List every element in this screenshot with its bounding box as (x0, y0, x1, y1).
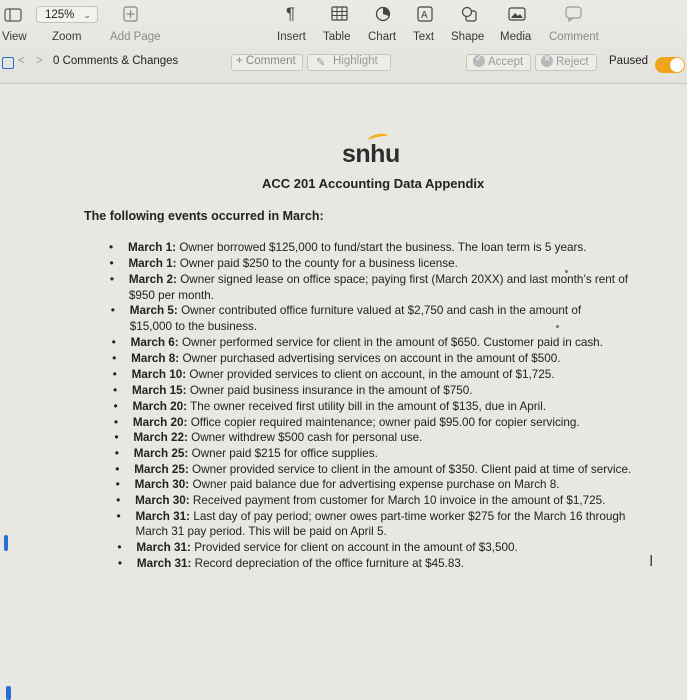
zoom-select[interactable] (36, 6, 98, 23)
table-label[interactable]: Table (323, 31, 351, 43)
insert-label[interactable]: Insert (277, 31, 306, 43)
event-text: Record depreciation of the office furniture at $45.83. (194, 556, 465, 570)
event-item[interactable] (133, 416, 580, 430)
event-date: March 20: (132, 399, 188, 413)
event-date: March 30: (134, 478, 190, 492)
view-label[interactable]: View (2, 31, 27, 43)
event-item[interactable] (132, 400, 546, 414)
event-text: Owner paid $250 to the county for a business license. (179, 256, 458, 270)
event-item[interactable] (128, 241, 586, 255)
event-text: Office copier required maintenance; owner paid $95.00 for copier servicing. (190, 415, 580, 429)
reject-control (541, 55, 589, 68)
event-item-continuation[interactable] (129, 289, 214, 303)
event-date: March 15: (132, 384, 187, 398)
bullet-icon: • (109, 255, 114, 270)
bullet-icon: • (113, 398, 118, 413)
table-icon[interactable] (331, 6, 348, 22)
bullet-icon: • (112, 367, 117, 382)
change-marker (4, 535, 8, 551)
shape-label[interactable]: Shape (451, 31, 485, 43)
add-page-label[interactable]: Add Page (110, 31, 161, 43)
text-label[interactable]: Text (413, 31, 435, 43)
bullet-icon: • (116, 493, 121, 507)
event-date: March 20: (132, 415, 188, 429)
bullet-icon: • (115, 461, 120, 476)
event-text: March 31 pay period. This will be paid on April 5. (135, 525, 387, 539)
media-label[interactable]: Media (500, 31, 532, 43)
bullet-icon: • (109, 272, 115, 286)
highlight-label: Highlight (333, 55, 378, 67)
svg-text:A: A (421, 10, 428, 21)
track-changes-toggle[interactable] (655, 57, 685, 73)
bullet-icon: • (116, 508, 121, 523)
event-date: March 10: (131, 368, 187, 382)
media-icon[interactable] (508, 6, 526, 22)
event-text: The owner received first utility bill in the amount of $135, due in April. (190, 399, 547, 413)
event-item[interactable] (134, 447, 378, 461)
event-text: Owner performed service for client in the amount of $650. Customer paid in cash. (181, 335, 603, 349)
event-date: March 1: (128, 256, 177, 270)
event-item[interactable] (131, 336, 603, 350)
chevron-down-icon: ⌄ (83, 10, 91, 20)
event-text: Owner purchased advertising services on account in the amount of $500. (182, 352, 561, 366)
add-comment-label: + Comment (236, 55, 296, 67)
comments-changes-count: 0 Comments & Changes (53, 55, 179, 67)
event-text: Owner signed lease on office space; paying first (March 20XX) and last month’s rent of (180, 273, 629, 286)
event-item[interactable] (132, 384, 472, 398)
event-date: March 8: (131, 352, 180, 366)
event-text: Owner paid balance due for advertising expense purchase on March 8. (192, 478, 560, 492)
event-item[interactable] (131, 352, 560, 366)
event-date: March 31: (135, 509, 191, 523)
event-date: March 31: (136, 541, 191, 555)
text-cursor-icon: I (649, 553, 654, 570)
event-date: March 5: (129, 304, 178, 318)
add-page-icon[interactable] (123, 6, 139, 22)
bullet-icon: • (109, 240, 114, 254)
comment-icon[interactable] (565, 6, 582, 22)
event-item[interactable] (134, 463, 631, 477)
event-text: Owner borrowed $125,000 to fund/start the business. The loan term is 5 years. (179, 241, 587, 254)
event-text: $950 per month. (128, 288, 215, 302)
bullet-icon: • (115, 477, 120, 492)
event-item[interactable] (129, 273, 628, 287)
event-item[interactable] (136, 510, 626, 524)
chevron-right-icon[interactable]: > (36, 55, 43, 67)
event-text: Owner paid $215 for office supplies. (191, 446, 378, 460)
changes-panel-icon[interactable] (2, 57, 14, 69)
change-marker (6, 686, 11, 700)
toolbar (0, 0, 687, 84)
reject-x-icon (541, 55, 553, 67)
zoom-label[interactable]: Zoom (52, 31, 82, 43)
event-text: Provided service for client on account in the amount of $3,500. (194, 541, 518, 555)
event-item[interactable] (132, 368, 555, 382)
document-title[interactable]: ACC 201 Accounting Data Appendix (262, 176, 485, 191)
chart-label[interactable]: Chart (368, 31, 397, 43)
event-item[interactable] (135, 494, 605, 508)
chevron-left-icon[interactable]: < (18, 55, 25, 67)
bullet-icon: • (114, 430, 119, 445)
event-text: Owner provided services to client on account, in the amount of $1,725. (189, 368, 555, 382)
event-text: $15,000 to the business. (129, 320, 258, 334)
event-date: March 25: (133, 446, 189, 460)
event-item[interactable] (136, 541, 517, 555)
bullet-icon: • (112, 351, 117, 366)
event-date: March 31: (136, 556, 192, 570)
bullet-icon: • (114, 445, 119, 460)
intro-text[interactable]: The following events occurred in March: (84, 209, 324, 223)
toggle-knob (670, 58, 684, 72)
event-text: Owner withdrew $500 cash for personal use. (191, 431, 423, 445)
highlighter-icon: ✎ (316, 57, 326, 69)
reject-label: Reject (556, 56, 589, 68)
accept-control (473, 55, 523, 68)
paused-label: Paused (609, 55, 649, 67)
sidebar-icon[interactable] (4, 8, 22, 24)
event-date: March 6: (130, 335, 179, 349)
bullet-icon: • (117, 555, 123, 570)
bullet-icon: • (113, 383, 118, 398)
text-box-icon[interactable] (417, 6, 433, 22)
event-date: March 30: (135, 494, 190, 507)
scan-speck (556, 325, 559, 328)
bullet-icon: • (111, 334, 116, 349)
event-item[interactable] (128, 257, 457, 271)
event-date: March 22: (133, 431, 188, 445)
shape-icon[interactable] (461, 6, 478, 22)
zoom-value: 125% (45, 9, 75, 21)
event-date: March 2: (128, 273, 177, 286)
event-date: March 1: (128, 241, 177, 254)
comment-label[interactable]: Comment (549, 31, 599, 43)
event-text: Last day of pay period; owner owes part-time worker $275 for the March 16 through (193, 509, 626, 523)
event-date: March 25: (134, 462, 189, 476)
bullet-icon: • (110, 303, 115, 318)
snhu-logo: snhu (342, 140, 400, 168)
bullet-icon: • (113, 414, 119, 429)
event-item[interactable] (133, 431, 422, 445)
event-text: Owner provided service to client in the amount of $350. Client paid at time of service. (192, 462, 632, 476)
pilcrow-icon[interactable]: ¶ (286, 4, 296, 23)
accept-check-icon (473, 55, 485, 67)
chart-icon[interactable] (375, 6, 391, 22)
event-item-continuation[interactable] (130, 320, 257, 334)
bullet-icon: • (117, 540, 122, 555)
event-text: Owner paid business insurance in the amount of $750. (189, 384, 473, 398)
event-item[interactable] (130, 304, 581, 318)
event-item-continuation[interactable] (136, 525, 387, 539)
accept-label: Accept (488, 56, 524, 68)
event-item[interactable] (137, 557, 464, 571)
event-text: Owner contributed office furniture valued at $2,750 and cash in the amount of (181, 304, 582, 318)
event-text: Received payment from customer for March 10 invoice in the amount of $1,725. (192, 494, 606, 507)
event-item[interactable] (135, 478, 560, 492)
